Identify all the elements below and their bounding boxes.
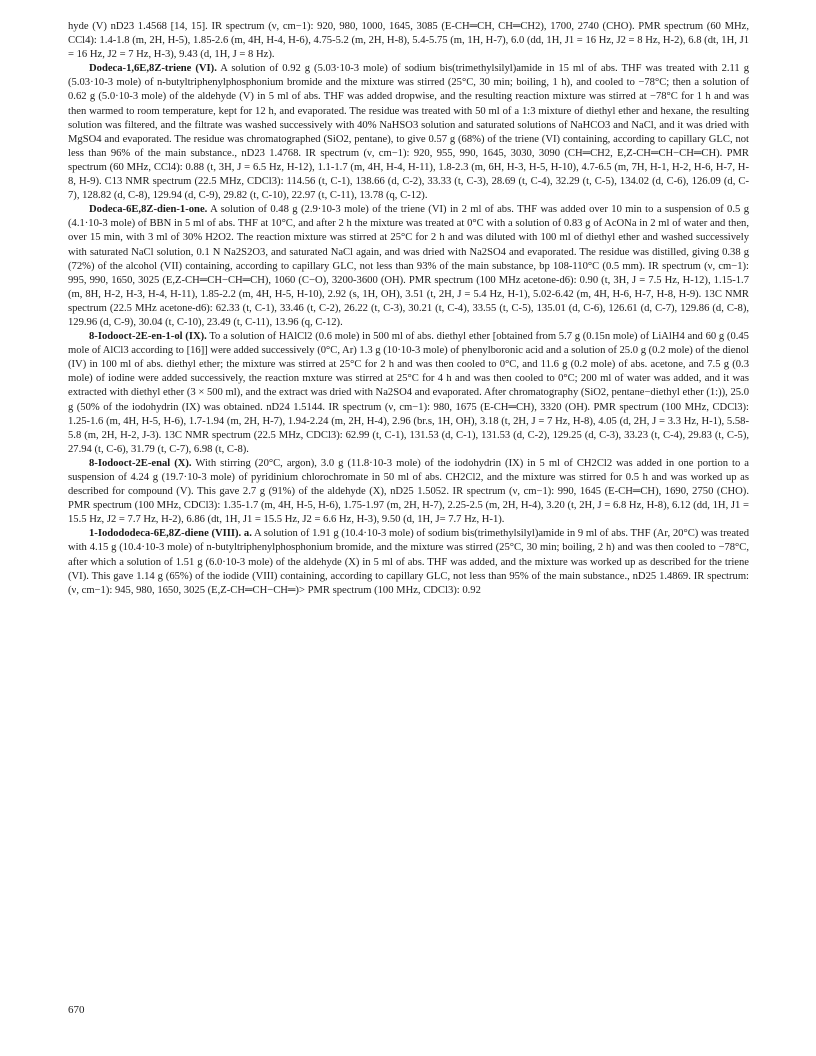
paragraph-iodododecadiene: [68, 527, 749, 597]
paragraph-dodecadienone: [68, 203, 749, 330]
page-number: 670: [68, 1004, 85, 1016]
compound-heading: Dodeca-6E,8Z-dien-1-one.: [89, 204, 208, 216]
paragraph-text: A solution of 1.91 g (10.4·10-3 mole) of sodium bis(trimethylsilyl)amide in 9 ml of abs. THF (Ar, 20°C) was treated with 4.15 g (10.4·10-3 mole) of n-butyltriphenylphosphonium bromide, and the mixture was stirred (25°C, 30 min; boiling, 2 h) and was then cooled to −78°C, after which a solution of 1.51 g (6.0·10-3 mole) of the aldehyde (X) in 5 ml of abs. THF was added, and the mixture was worked up as described for the triene (VI). This gave 1.14 g (65%) of the iodide (VIII) containing, according to capillary GLC, not less than 95% of the main substance., nD25 1.4869. IR spectrum: (ν, cm−1): 945, 980, 1650, 3025 (E,Z-CH═CH−CH═)> PMR spectrum (100 MHz, CDCl3): 0.92: [68, 528, 749, 596]
paragraph-text: A solution of 0.48 g (2.9·10-3 mole) of the triene (VI) in 2 ml of abs. THF was added over 10 min to a suspension of 0.5 g (4.1·10-3 mole) of BBN in 5 ml of abs. THF at 10°C, and after 2 h the mixture was treated at 0°C with a solution of 0.83 g of AcONa in 2 ml of water and then, over 15 min, with 3 ml of 30% H2O2. The reaction mixture was stirred at 25°C for 2 h and was diluted with 100 ml of diethyl ether and washed successively with saturated NaCl solution, 0.1 N Na2S2O3, and saturated NaCl again, and was dried with Na2SO4 and evaporated. The residue was distilled, giving 0.38 g (72%) of the alcohol (VII) containing, according to capillary GLC, not less than 93% of the main substance, bp 108-110°C (0.5 mm). IR spectrum (ν, cm−1): 995, 990, 1650, 3025 (E,Z-CH═CH−CH═CH), 1060 (C−O), 3200-3600 (OH). PMR spectrum (100 MHz acetone-d6): 0.90 (t, 3H, J = 7.5 Hz, H-12), 1.15-1.7 (m, 8H, H-2, H-3, H-4, H-11), 1.85-2.2 (m, 4H, H-5, H-10), 2.92 (s, 1H, OH), 3.51 (t, 2H, J = 5.4 Hz, H-1), 5.02-6.42 (m, 4H, H-6, H-7, H-8, H-9). 13C NMR spectrum (22.5 MHz acetone-d6): 62.33 (t, C-1), 33.46 (t, C-2), 26.22 (t, C-3), 30.21 (t, C-4), 33.55 (t, C-5), 135.01 (d, C-6), 126.61 (d, C-7), 129.86 (d, C-8), 129.96 (d, C-9), 30.04 (t, C-10), 23.49 (t, C-11), 13.96 (q, C-12).: [68, 204, 749, 328]
compound-heading: 1-Iodododeca-6E,8Z-diene (VIII). a.: [89, 528, 252, 540]
document-page: [68, 20, 749, 598]
compound-heading: Dodeca-1,6E,8Z-triene (VI).: [89, 63, 217, 75]
paragraph-text: To a solution of HAlCl2 (0.6 mole) in 500 ml of abs. diethyl ether [obtained from 5.7 g (0.15n mole) of LiAlH4 and 60 g (0.45 mole of AlCl3 according to [16]] were added successively (0°C, Ar) 1.3 g (10·10-3 mole) of phenylboronic acid and a solution of 25.0 g (0.2 mole) of the dienol (IV) in 100 ml of abs. diethyl ether; the mixture was stirred at 25°C for 2 h and was then cooled to 0°C, and 11.6 g (0.2 mole) of abs. acetone, and 7.5 g (0.3 mole) of iodine were added successively, the reaction mxture was stirred at 25°C for 4 h and was then cooled to 0°C; 200 ml of water was added, and it was extracted with diethyl ether (3 × 500 ml), and the extract was dried with Na2SO4 and evaporated. After chromatography (SiO2, pentane−diethyl ether (1:)), 25.0 g (50% of the iodohydrin (IX) was obtained. nD24 1.5144. IR spectrum (ν, cm−1): 980, 1675 (E-CH═CH), 3320 (OH). PMR spectrum (100 MHz, CDCl3): 1.25-1.6 (m, 4H, H-5, H-6), 1.7-1.94 (m, 2H, H-7), 1.94-2.24 (m, 2H, H-4), 2.96 (br.s, 1H, OH), 3.18 (t, 2H, J = 7 Hz, H-8), 4.05 (d, 2H, J = 3.3 Hz, H-1), 5.58-5.8 (m, 2H, H-2, J-3). 13C NMR spectrum (22.5 MHz, CDCl3): 62.99 (t, C-1), 131.53 (d, C-1), 131.53 (d, C-2), 129.25 (d, C-3), 33.23 (t, C-4), 29.83 (t, C-5), 27.94 (t, C-6), 31.79 (t, C-7), 6.98 (t, C-8).: [68, 331, 749, 455]
paragraph-dodecatriene: [68, 62, 749, 203]
compound-heading: 8-Iodooct-2E-en-1-ol (IX).: [89, 331, 207, 343]
compound-heading: 8-Iodooct-2E-enal (X).: [89, 457, 192, 469]
paragraph-text: A solution of 0.92 g (5.03·10-3 mole) of sodium bis(trimethylsilyl)amide in 15 ml of abs. THF was treated with 2.11 g (5.03·10-3 mole) of n-butyltriphenylphosphonium bromide and the mixture was stirred (25°C, 30 min; boiling, 1 h), and cooled to −78°C; then a solution of 0.62 g (5.0·10-3 mole) of the aldehyde (V) in 5 ml of abs. THF was added dropwise, and the resulting reaction mixture was stirred at −78°C for 1 h and was then warmed to room temperature, kept for 12 h, and evaporated. The residue was treated with 50 ml of a 1:3 mixture of diethyl ether and hexane, the resulting solution was filtered, and the filtrate was washed successively with 40% NaHSO3 solution and saturated solutions of NaHCO3 and NaCl, and it was dried with MgSO4 and evaporated. The residue was chromatographed (SiO2, pentane), to give 0.57 g (68%) of the triene (VI) containing, according to capillary GLC, not less than 96% of the main substance., nD23 1.4768. IR spectrum (ν, cm−1): 920, 955, 990, 1645, 3030, 3090 (CH═CH2, E,Z-CH═CH−CH═CH). PMR spectrum (60 MHz, CCl4): 0.88 (t, 3H, J = 6.5 Hz, H-12), 1.1-1.7 (m, 4H, H-4, H-11), 1.8-2.3 (m, 6H, H-3, H-5, H-10), 4.7-6.5 (m, 7H, H-1, H-2, H-6, H-7, H-8, H-9). C13 NMR spectrum (22.5 MHz, CDCl3): 114.56 (t, C-1), 138.66 (d, C-2), 33.33 (t, C-3), 28.69 (t, C-4), 32.29 (t, C-5), 134.02 (d, C-6), 126.09 (d, C-7), 128.82 (d, C-8), 129.94 (d, C-9), 29.82 (t, C-10), 22.97 (t, C-11), 13.78 (q, C-12).: [68, 63, 749, 202]
paragraph-iodooctenal: [68, 457, 749, 527]
paragraph-iodooctenol: [68, 330, 749, 457]
paragraph-text: With stirring (20°C, argon), 3.0 g (11.8·10-3 mole) of the iodohydrin (IX) in 5 ml of CH2Cl2 was added in one portion to a suspension of 4.24 g (19.7·10-3 mole) of pyridinium chlorochromate in 50 ml of abs. CH2Cl2, and the mixture was stirred for 0.5 h and was worked up as described for compound (V). This gave 2.7 g (91%) of the aldehyde (X), nD25 1.5052. IR spectrum (ν, cm−1): 990, 1645 (E-CH═CH), 1690, 2750 (CHO). PMR spectrum (100 MHz, CDCl3): 1.35-1.7 (m, 4H, H-5, H-6), 1.75-1.97 (m, 2H, H-7), 2.25-2.5 (m, 2H, H-4), 3.20 (t, 2H, J = 6.8 Hz, H-8), 6.12 (dd, 1H, J1 = 15.5 Hz, J2 = 7.7 Hz, H-2), 6.86 (dt, 1H, J1 = 15.5 Hz, J2 = 6.6 Hz, H-3), 9.50 (d, 1H, J= 7.7 Hz, H-1).: [68, 457, 749, 526]
paragraph-aldehyde-v-spectra: [68, 20, 749, 62]
paragraph-text: hyde (V) nD23 1.4568 [14, 15]. IR spectrum (ν, cm−1): 920, 980, 1000, 1645, 3085 (E-CH═CH, CH═CH2), 1700, 2740 (CHO). PMR spectrum (60 MHz, CCl4): 1.4-1.8 (m, 2H, H-5), 1.85-2.6 (m, 4H, H-4, H-6), 4.75-5.2 (m, 2H, H-8), 5.4-5.75 (m, 1H, H-7), 6.0 (dd, 1H, J1 = 16 Hz, J2 = 8 Hz, H-2), 6.8 (dt, 1H, J1 = 16 Hz, J2 = 7 Hz, H-3), 9.43 (d, 1H, J = 8 Hz).: [68, 21, 749, 61]
